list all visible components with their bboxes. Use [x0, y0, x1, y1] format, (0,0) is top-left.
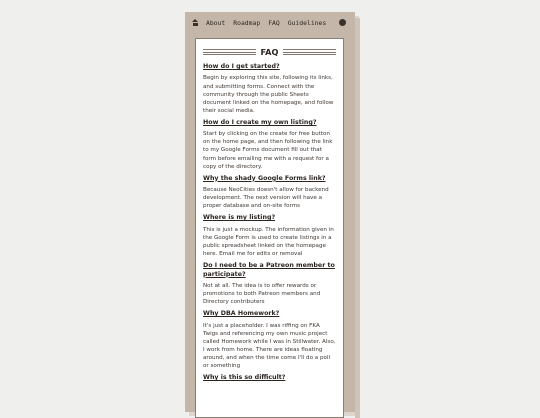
title-rule-left	[203, 49, 256, 55]
nav-link-faq[interactable]: FAQ	[268, 18, 280, 27]
home-icon[interactable]	[192, 19, 199, 26]
faq-question-google-forms[interactable]: Why the shady Google Forms link?	[203, 174, 326, 182]
faq-answer-where-listing: This is just a mockup. The information given in the Google Form is used to create listings in a public spreadsheet linked on the homepage here. Email me for edits or removal	[203, 226, 334, 258]
faq-question-where-listing[interactable]: Where is my listing?	[203, 214, 276, 222]
top-nav	[185, 12, 355, 33]
nav-link-about[interactable]: About	[206, 18, 226, 27]
faq-card	[195, 38, 344, 418]
faq-answer-dba-homework: It's just a placeholder. I was riffing on FKA Twigs and referencing my own music project called Homework while I was in Stillwater. Also, I work from home. There are ideas floating around, and when the time come I'll do a poll or something	[203, 322, 336, 370]
theme-toggle-icon[interactable]	[339, 19, 346, 26]
faq-answer-getting-started: Begin by exploring this site, following its links, and submitting forms. Connect with the community through the public Sheets document linked on the homepage, and follow their social media.	[203, 75, 334, 114]
faq-question-patreon[interactable]: Do I need to be a Patreon member to participate?	[203, 262, 335, 278]
site-window	[185, 12, 355, 412]
faq-answer-create-listing: Start by clicking on the create for free button on the home page, and then following the link to my Google Forms document fill out that form before emailing me with a request for a copy of the directory.	[203, 131, 333, 170]
faq-question-difficult[interactable]: Why is this so difficult?	[203, 374, 286, 382]
faq-answer-google-forms: Because NeoCities doesn't allow for backend development. The next version will have a proper database and on-site forms	[203, 187, 329, 210]
faq-question-create-listing[interactable]: How do I create my own listing?	[203, 118, 317, 126]
page-title: FAQ	[260, 47, 279, 57]
title-rule-right	[283, 49, 336, 55]
nav-link-guidelines[interactable]: Guidelines	[287, 18, 327, 27]
faq-answer-patreon: Not at all. The idea is to offer rewards or promotions to both Patreon members and Directory contributers	[203, 283, 321, 306]
faq-header	[203, 45, 336, 59]
nav-link-roadmap[interactable]: Roadmap	[233, 18, 261, 27]
faq-question-getting-started[interactable]: How do I get started?	[203, 63, 280, 70]
faq-question-dba-homework[interactable]: Why DBA Homework?	[203, 310, 280, 318]
